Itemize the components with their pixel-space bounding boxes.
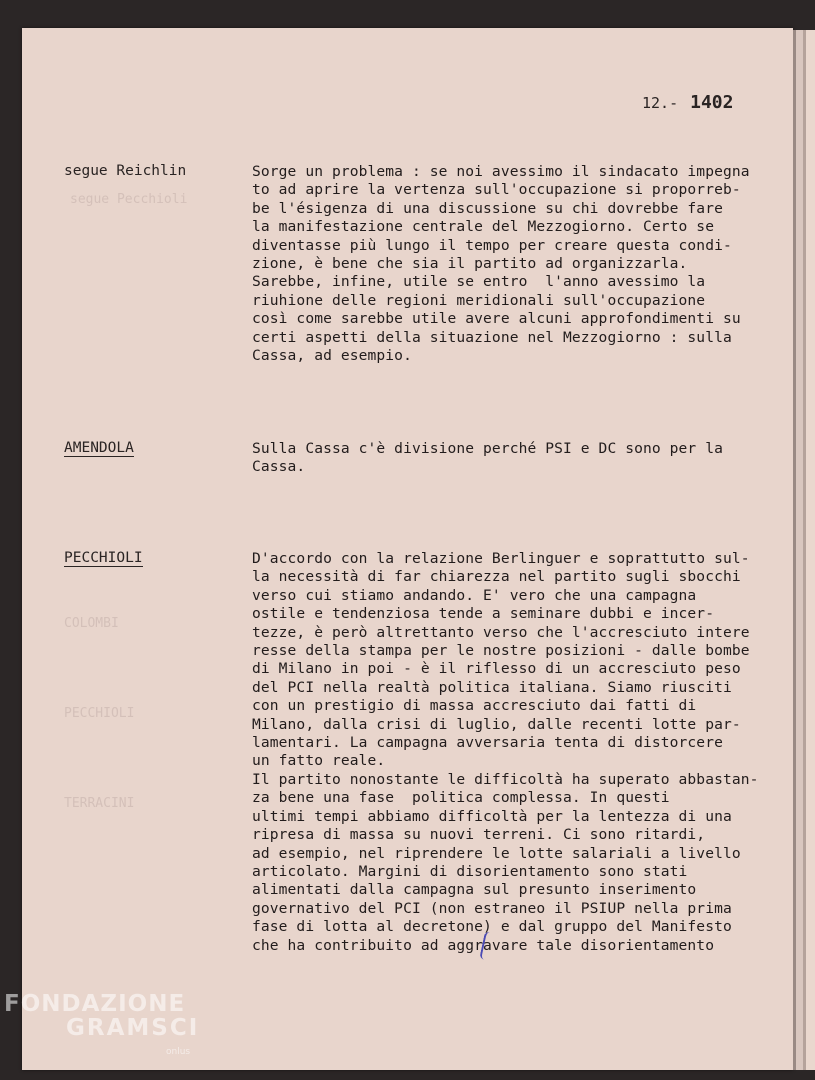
speech-pecchioli: D'accordo con la relazione Berlinguer e soprattutto sul- la necessità di far chiarezza nel partito sugli sbocchi verso cui stiamo andando. E' vero che una campagna ostile e tendenziosa tende a seminare dubbi e incer- tezze, è però altrettanto verso che l'accresciuto intere resse della stampa per le nostre posizioni - dalle bombe di Milano in poi - è il riflesso di un accresciuto peso del PCI nella realtà politica italiana. Siamo riusciti con un prestigio di massa accresciuto dai fatti di Milano, dalla crisi di luglio, dalle recenti lotte par- lamentari. La campagna avversaria tenta di distorcere un fatto reale. Il partito nonostante le difficoltà ha superato abbastan- za bene una fase politica complessa. In questi ultimi tempi abbiamo difficoltà per la lentezza di una ripresa di massa su nuovi terreni. Ci sono ritardi, ad esempio, nel riprendere le lotte salariali a livello articolato. Margini di disorientamento sono stati alimentati dalla campagna sul presunto inserimento governativo del PCI (non estraneo il PSIUP nella prima fase di lotta al decretone) e dal gruppo del Manifesto che ha contribuito ad aggravare tale disorientamento xyxy=(252,550,759,954)
bleed-through-text: COLOMBI xyxy=(64,616,119,631)
speech-reichlin: Sorge un problema : se noi avessimo il sindacato impegna to ad aprire la vertenza sull'occupazione si proporreb- be l'ésigenza di una discussione su chi dovrebbe fare la manifestazione centrale del Mezzogiorno. Certo se diventasse più lungo il tempo per creare questa condi- zione, è bene che sia il partito ad organizzarla. Sarebbe, infine, utile se entro l'anno avessimo la riuhione delle regioni meridionali sull'occupazione così come sarebbe utile avere alcuni approfondimenti su certi aspetti della situazione nel Mezzogiorno : sulla Cassa, ad esempio. xyxy=(252,163,750,365)
speaker-pecchioli: PECCHIOLI xyxy=(64,550,143,566)
page-prefix: 12.- xyxy=(642,94,679,112)
speaker-reichlin: segue Reichlin xyxy=(64,163,187,179)
speaker-amendola: AMENDOLA xyxy=(64,440,134,456)
bleed-through-text: segue Pecchioli xyxy=(70,192,188,207)
bleed-through-text: PECCHIOLI xyxy=(64,706,135,721)
page-number xyxy=(642,92,733,113)
bleed-through-text: TERRACINI xyxy=(64,796,135,811)
fondazione-gramsci-watermark: FONDAZIONE GRAMSCI onlus xyxy=(4,991,200,1057)
speech-amendola: Sulla Cassa c'è divisione perché PSI e DC sono per la Cassa. xyxy=(252,440,723,476)
page-number-value: 1402 xyxy=(690,92,734,113)
